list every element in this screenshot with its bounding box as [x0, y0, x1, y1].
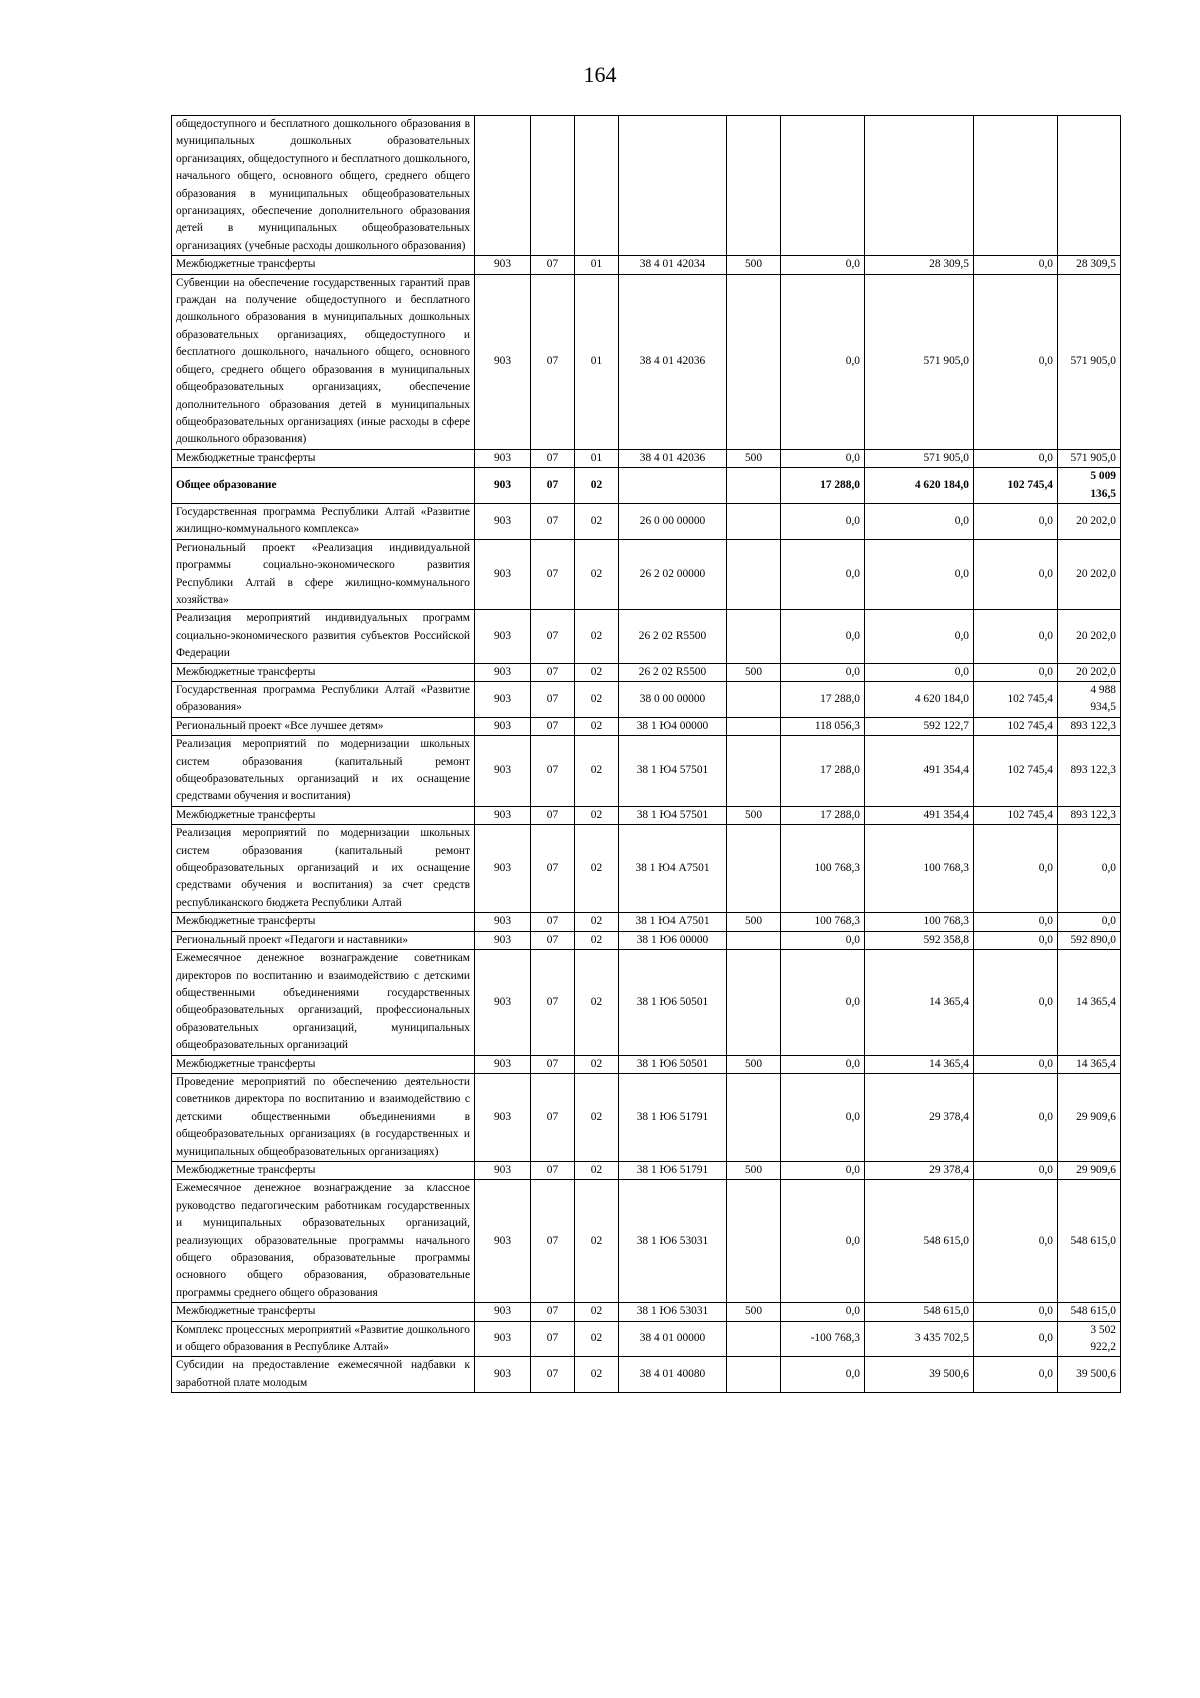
cell-amount-total: 29 909,6	[1058, 1073, 1121, 1161]
cell-name: общедоступного и бесплатного дошкольного образования в муниципальных дошкольных образовательных организациях, общедоступного и бесплатного дошкольного, начального общего, основного общего, среднего общего образования в муниципальных общеобразовательных организациях, обеспечение дополнительного образования детей в муниципальных общеобразовательных организациях (учебные расходы дошкольного образования)	[172, 116, 475, 256]
cell-name: Комплекс процессных мероприятий «Развитие дошкольного и общего образования в Республике Алтай»	[172, 1321, 475, 1357]
cell-admin-code: 903	[475, 1180, 531, 1303]
cell-amount-total: 39 500,6	[1058, 1357, 1121, 1393]
cell-amount-change: 0,0	[781, 1055, 865, 1073]
cell-amount-3: 0,0	[974, 663, 1058, 681]
cell-admin-code: 903	[475, 1303, 531, 1321]
cell-name: Реализация мероприятий индивидуальных программ социально-экономического развития субъектов Российской Федерации	[172, 610, 475, 663]
cell-section: 07	[531, 503, 575, 539]
cell-amount-3: 102 745,4	[974, 806, 1058, 824]
table-row	[172, 1303, 1121, 1321]
cell-expense-type	[727, 274, 781, 449]
table-row	[172, 806, 1121, 824]
cell-amount-2: 29 378,4	[865, 1073, 974, 1161]
cell-amount-3	[974, 116, 1058, 256]
cell-name: Региональный проект «Все лучшее детям»	[172, 717, 475, 735]
cell-section: 07	[531, 950, 575, 1055]
cell-admin-code: 903	[475, 1321, 531, 1357]
cell-target-article: 38 1 Ю6 51791	[619, 1073, 727, 1161]
cell-name: Межбюджетные трансферты	[172, 1055, 475, 1073]
table-row	[172, 717, 1121, 735]
cell-section: 07	[531, 1055, 575, 1073]
cell-expense-type	[727, 610, 781, 663]
cell-expense-type	[727, 116, 781, 256]
cell-amount-total: 28 309,5	[1058, 256, 1121, 274]
cell-target-article: 38 1 Ю6 53031	[619, 1180, 727, 1303]
cell-subsection: 02	[575, 1055, 619, 1073]
cell-admin-code: 903	[475, 806, 531, 824]
cell-name: Региональный проект «Реализация индивидуальной программы социально-экономического развития Республики Алтай в сфере жилищно-коммунального хозяйства»	[172, 539, 475, 610]
cell-expense-type: 500	[727, 1055, 781, 1073]
cell-section: 07	[531, 1161, 575, 1179]
cell-amount-2: 571 905,0	[865, 274, 974, 449]
cell-section: 07	[531, 736, 575, 807]
cell-amount-3: 0,0	[974, 1055, 1058, 1073]
cell-expense-type	[727, 1321, 781, 1357]
cell-target-article: 38 1 Ю6 50501	[619, 950, 727, 1055]
cell-target-article: 38 1 Ю4 А7501	[619, 913, 727, 931]
cell-subsection: 01	[575, 449, 619, 467]
cell-name: Межбюджетные трансферты	[172, 913, 475, 931]
cell-amount-3: 0,0	[974, 274, 1058, 449]
cell-amount-total: 5 009 136,5	[1058, 468, 1121, 504]
cell-amount-2: 29 378,4	[865, 1161, 974, 1179]
cell-amount-change: 0,0	[781, 256, 865, 274]
cell-amount-total: 3 502 922,2	[1058, 1321, 1121, 1357]
cell-target-article: 38 1 Ю6 53031	[619, 1303, 727, 1321]
table-row	[172, 274, 1121, 449]
cell-subsection: 02	[575, 931, 619, 949]
cell-amount-total: 14 365,4	[1058, 950, 1121, 1055]
cell-expense-type	[727, 682, 781, 718]
cell-amount-2: 14 365,4	[865, 1055, 974, 1073]
cell-amount-total: 893 122,3	[1058, 736, 1121, 807]
table-row	[172, 913, 1121, 931]
cell-amount-2: 100 768,3	[865, 825, 974, 913]
cell-target-article	[619, 116, 727, 256]
cell-amount-total: 592 890,0	[1058, 931, 1121, 949]
cell-amount-change: -100 768,3	[781, 1321, 865, 1357]
cell-name: Проведение мероприятий по обеспечению деятельности советников директора по воспитанию и взаимодействию с детскими общественными объединениями в общеобразовательных организациях (в государственных и муниципальных общеобразовательных организациях)	[172, 1073, 475, 1161]
table-row	[172, 539, 1121, 610]
cell-amount-3: 0,0	[974, 610, 1058, 663]
cell-target-article: 38 1 Ю4 57501	[619, 736, 727, 807]
cell-subsection: 02	[575, 1073, 619, 1161]
cell-amount-2: 0,0	[865, 539, 974, 610]
cell-name: Реализация мероприятий по модернизации школьных систем образования (капитальный ремонт общеобразовательных организаций и их оснащение средствами обучения и воспитания) за счет средств республиканского бюджета Республики Алтай	[172, 825, 475, 913]
cell-amount-change: 0,0	[781, 1303, 865, 1321]
cell-amount-total: 29 909,6	[1058, 1161, 1121, 1179]
cell-amount-change: 0,0	[781, 1161, 865, 1179]
cell-admin-code: 903	[475, 274, 531, 449]
cell-name: Межбюджетные трансферты	[172, 449, 475, 467]
cell-amount-2: 0,0	[865, 663, 974, 681]
cell-section: 07	[531, 256, 575, 274]
cell-name: Межбюджетные трансферты	[172, 1161, 475, 1179]
cell-amount-total: 0,0	[1058, 913, 1121, 931]
table-row	[172, 736, 1121, 807]
cell-section: 07	[531, 663, 575, 681]
cell-amount-total: 20 202,0	[1058, 503, 1121, 539]
cell-amount-change: 100 768,3	[781, 825, 865, 913]
cell-amount-3: 0,0	[974, 539, 1058, 610]
cell-amount-2: 39 500,6	[865, 1357, 974, 1393]
table-row	[172, 1357, 1121, 1393]
cell-section: 07	[531, 274, 575, 449]
cell-amount-2: 491 354,4	[865, 736, 974, 807]
table-row	[172, 116, 1121, 256]
cell-subsection: 02	[575, 1180, 619, 1303]
cell-expense-type: 500	[727, 663, 781, 681]
table-row	[172, 503, 1121, 539]
cell-expense-type: 500	[727, 449, 781, 467]
cell-subsection: 02	[575, 610, 619, 663]
cell-target-article: 38 4 01 40080	[619, 1357, 727, 1393]
cell-section: 07	[531, 717, 575, 735]
table-row	[172, 610, 1121, 663]
cell-expense-type	[727, 931, 781, 949]
cell-section: 07	[531, 825, 575, 913]
cell-name: Государственная программа Республики Алтай «Развитие жилищно-коммунального комплекса»	[172, 503, 475, 539]
table-row	[172, 1321, 1121, 1357]
table-row	[172, 931, 1121, 949]
cell-amount-3: 0,0	[974, 825, 1058, 913]
cell-name: Ежемесячное денежное вознаграждение за классное руководство педагогическим работникам государственных и муниципальных образовательных организаций, реализующих образовательные программы начального общего образования, образовательные программы основного общего образования, образовательные программы среднего общего образования	[172, 1180, 475, 1303]
cell-subsection: 02	[575, 539, 619, 610]
cell-target-article: 38 1 Ю6 51791	[619, 1161, 727, 1179]
cell-target-article: 38 1 Ю4 57501	[619, 806, 727, 824]
cell-subsection: 02	[575, 1161, 619, 1179]
cell-admin-code: 903	[475, 1357, 531, 1393]
cell-section: 07	[531, 682, 575, 718]
cell-amount-2: 548 615,0	[865, 1303, 974, 1321]
cell-target-article: 38 1 Ю6 50501	[619, 1055, 727, 1073]
cell-amount-2: 0,0	[865, 610, 974, 663]
cell-subsection: 02	[575, 503, 619, 539]
cell-section: 07	[531, 913, 575, 931]
cell-subsection: 01	[575, 274, 619, 449]
cell-admin-code: 903	[475, 717, 531, 735]
cell-expense-type: 500	[727, 1303, 781, 1321]
cell-amount-3: 0,0	[974, 1180, 1058, 1303]
cell-name: Региональный проект «Педагоги и наставники»	[172, 931, 475, 949]
cell-amount-change: 0,0	[781, 1357, 865, 1393]
cell-amount-total: 571 905,0	[1058, 449, 1121, 467]
cell-expense-type	[727, 736, 781, 807]
cell-admin-code: 903	[475, 931, 531, 949]
cell-target-article	[619, 468, 727, 504]
cell-amount-total: 0,0	[1058, 825, 1121, 913]
cell-name: Государственная программа Республики Алтай «Развитие образования»	[172, 682, 475, 718]
table-row	[172, 825, 1121, 913]
cell-expense-type: 500	[727, 1161, 781, 1179]
cell-amount-change: 0,0	[781, 449, 865, 467]
cell-name: Межбюджетные трансферты	[172, 806, 475, 824]
cell-target-article: 26 0 00 00000	[619, 503, 727, 539]
cell-amount-2: 592 358,8	[865, 931, 974, 949]
cell-amount-2: 4 620 184,0	[865, 682, 974, 718]
cell-amount-change: 0,0	[781, 950, 865, 1055]
cell-amount-2	[865, 116, 974, 256]
cell-admin-code: 903	[475, 913, 531, 931]
cell-amount-2: 548 615,0	[865, 1180, 974, 1303]
cell-subsection: 02	[575, 1303, 619, 1321]
cell-amount-2: 571 905,0	[865, 449, 974, 467]
cell-amount-change: 17 288,0	[781, 806, 865, 824]
cell-target-article: 38 4 01 42034	[619, 256, 727, 274]
cell-amount-2: 4 620 184,0	[865, 468, 974, 504]
cell-amount-2: 14 365,4	[865, 950, 974, 1055]
cell-amount-total: 548 615,0	[1058, 1180, 1121, 1303]
cell-amount-total: 4 988 934,5	[1058, 682, 1121, 718]
cell-admin-code: 903	[475, 825, 531, 913]
cell-admin-code: 903	[475, 449, 531, 467]
cell-expense-type: 500	[727, 913, 781, 931]
cell-amount-3: 0,0	[974, 913, 1058, 931]
cell-section: 07	[531, 610, 575, 663]
cell-section: 07	[531, 1357, 575, 1393]
cell-expense-type	[727, 503, 781, 539]
cell-amount-total: 20 202,0	[1058, 539, 1121, 610]
cell-expense-type	[727, 539, 781, 610]
cell-name: Реализация мероприятий по модернизации школьных систем образования (капитальный ремонт общеобразовательных организаций и их оснащение средствами обучения и воспитания)	[172, 736, 475, 807]
cell-amount-change: 0,0	[781, 503, 865, 539]
cell-amount-change: 0,0	[781, 1180, 865, 1303]
cell-name: Ежемесячное денежное вознаграждение советникам директоров по воспитанию и взаимодействию с детскими общественными объединениями государственных общеобразовательных организаций, профессиональных образовательных организаций, муниципальных общеобразовательных организаций	[172, 950, 475, 1055]
cell-amount-change: 17 288,0	[781, 682, 865, 718]
cell-amount-3: 0,0	[974, 449, 1058, 467]
cell-admin-code: 903	[475, 503, 531, 539]
cell-amount-2: 592 122,7	[865, 717, 974, 735]
cell-subsection: 02	[575, 468, 619, 504]
cell-amount-3: 0,0	[974, 256, 1058, 274]
cell-target-article: 26 2 02 00000	[619, 539, 727, 610]
cell-target-article: 38 0 00 00000	[619, 682, 727, 718]
cell-amount-change: 0,0	[781, 610, 865, 663]
table-row	[172, 449, 1121, 467]
table-row	[172, 256, 1121, 274]
cell-name: Субсидии на предоставление ежемесячной надбавки к заработной плате молодым	[172, 1357, 475, 1393]
cell-amount-3: 0,0	[974, 950, 1058, 1055]
cell-subsection: 02	[575, 717, 619, 735]
cell-name: Межбюджетные трансферты	[172, 1303, 475, 1321]
table-row	[172, 663, 1121, 681]
cell-expense-type	[727, 1073, 781, 1161]
cell-expense-type	[727, 468, 781, 504]
cell-target-article: 38 4 01 42036	[619, 449, 727, 467]
cell-amount-3: 0,0	[974, 1357, 1058, 1393]
cell-expense-type	[727, 1357, 781, 1393]
cell-section: 07	[531, 539, 575, 610]
table-row	[172, 468, 1121, 504]
cell-subsection: 02	[575, 1321, 619, 1357]
cell-amount-2: 491 354,4	[865, 806, 974, 824]
cell-amount-total	[1058, 116, 1121, 256]
cell-subsection: 02	[575, 736, 619, 807]
cell-section: 07	[531, 1321, 575, 1357]
cell-section: 07	[531, 931, 575, 949]
cell-expense-type	[727, 1180, 781, 1303]
cell-amount-change: 100 768,3	[781, 913, 865, 931]
cell-amount-3: 102 745,4	[974, 468, 1058, 504]
cell-admin-code: 903	[475, 663, 531, 681]
cell-subsection: 02	[575, 825, 619, 913]
cell-amount-3: 0,0	[974, 503, 1058, 539]
cell-amount-change: 0,0	[781, 274, 865, 449]
table-row	[172, 682, 1121, 718]
cell-admin-code: 903	[475, 1055, 531, 1073]
cell-amount-total: 20 202,0	[1058, 610, 1121, 663]
cell-subsection: 02	[575, 806, 619, 824]
cell-section: 07	[531, 1303, 575, 1321]
cell-amount-3: 0,0	[974, 1303, 1058, 1321]
cell-amount-2: 28 309,5	[865, 256, 974, 274]
cell-amount-3: 0,0	[974, 1321, 1058, 1357]
cell-name: Общее образование	[172, 468, 475, 504]
cell-name: Межбюджетные трансферты	[172, 256, 475, 274]
cell-amount-change: 17 288,0	[781, 736, 865, 807]
cell-section: 07	[531, 1073, 575, 1161]
table-row	[172, 1055, 1121, 1073]
cell-section: 07	[531, 1180, 575, 1303]
cell-admin-code: 903	[475, 682, 531, 718]
cell-admin-code: 903	[475, 950, 531, 1055]
cell-expense-type: 500	[727, 256, 781, 274]
cell-expense-type	[727, 717, 781, 735]
cell-subsection: 02	[575, 950, 619, 1055]
cell-section: 07	[531, 468, 575, 504]
cell-amount-change: 17 288,0	[781, 468, 865, 504]
cell-expense-type: 500	[727, 806, 781, 824]
cell-admin-code: 903	[475, 256, 531, 274]
page-number: 164	[583, 62, 617, 87]
cell-amount-total: 893 122,3	[1058, 806, 1121, 824]
cell-target-article: 26 2 02 R5500	[619, 663, 727, 681]
cell-amount-3: 102 745,4	[974, 682, 1058, 718]
cell-amount-change: 0,0	[781, 539, 865, 610]
cell-amount-change: 0,0	[781, 931, 865, 949]
cell-subsection: 02	[575, 913, 619, 931]
cell-amount-change: 0,0	[781, 663, 865, 681]
cell-section: 07	[531, 806, 575, 824]
table-row	[172, 1073, 1121, 1161]
cell-amount-3: 0,0	[974, 1161, 1058, 1179]
cell-target-article: 38 1 Ю6 00000	[619, 931, 727, 949]
cell-amount-3: 0,0	[974, 931, 1058, 949]
cell-subsection: 02	[575, 663, 619, 681]
budget-table	[171, 115, 1121, 1393]
cell-admin-code	[475, 116, 531, 256]
cell-subsection: 01	[575, 256, 619, 274]
cell-name: Межбюджетные трансферты	[172, 663, 475, 681]
cell-section	[531, 116, 575, 256]
cell-target-article: 38 4 01 00000	[619, 1321, 727, 1357]
cell-subsection: 02	[575, 682, 619, 718]
cell-subsection: 02	[575, 1357, 619, 1393]
cell-target-article: 26 2 02 R5500	[619, 610, 727, 663]
cell-amount-2: 100 768,3	[865, 913, 974, 931]
table-body	[172, 116, 1121, 1393]
cell-amount-change	[781, 116, 865, 256]
cell-expense-type	[727, 950, 781, 1055]
cell-amount-3: 102 745,4	[974, 717, 1058, 735]
cell-target-article: 38 4 01 42036	[619, 274, 727, 449]
cell-admin-code: 903	[475, 1161, 531, 1179]
cell-expense-type	[727, 825, 781, 913]
cell-amount-total: 548 615,0	[1058, 1303, 1121, 1321]
cell-admin-code: 903	[475, 610, 531, 663]
cell-amount-2: 0,0	[865, 503, 974, 539]
cell-amount-total: 893 122,3	[1058, 717, 1121, 735]
cell-name: Субвенции на обеспечение государственных гарантий прав граждан на получение общедоступного и бесплатного дошкольного образования в муниципальных дошкольных образовательных организациях, общедоступного и бесплатного дошкольного, начального общего, основного общего, среднего общего образования в муниципальных общеобразовательных организациях, обеспечение дополнительного образования детей в муниципальных общеобразовательных организациях (иные расходы в сфере дошкольного образования)	[172, 274, 475, 449]
cell-admin-code: 903	[475, 1073, 531, 1161]
cell-amount-total: 571 905,0	[1058, 274, 1121, 449]
table-row	[172, 1161, 1121, 1179]
cell-section: 07	[531, 449, 575, 467]
cell-amount-change: 118 056,3	[781, 717, 865, 735]
cell-target-article: 38 1 Ю4 00000	[619, 717, 727, 735]
cell-amount-3: 102 745,4	[974, 736, 1058, 807]
cell-amount-2: 3 435 702,5	[865, 1321, 974, 1357]
cell-amount-total: 20 202,0	[1058, 663, 1121, 681]
table-row	[172, 950, 1121, 1055]
cell-amount-total: 14 365,4	[1058, 1055, 1121, 1073]
cell-amount-3: 0,0	[974, 1073, 1058, 1161]
cell-target-article: 38 1 Ю4 А7501	[619, 825, 727, 913]
cell-amount-change: 0,0	[781, 1073, 865, 1161]
cell-admin-code: 903	[475, 468, 531, 504]
cell-admin-code: 903	[475, 736, 531, 807]
cell-admin-code: 903	[475, 539, 531, 610]
table-row	[172, 1180, 1121, 1303]
cell-subsection	[575, 116, 619, 256]
